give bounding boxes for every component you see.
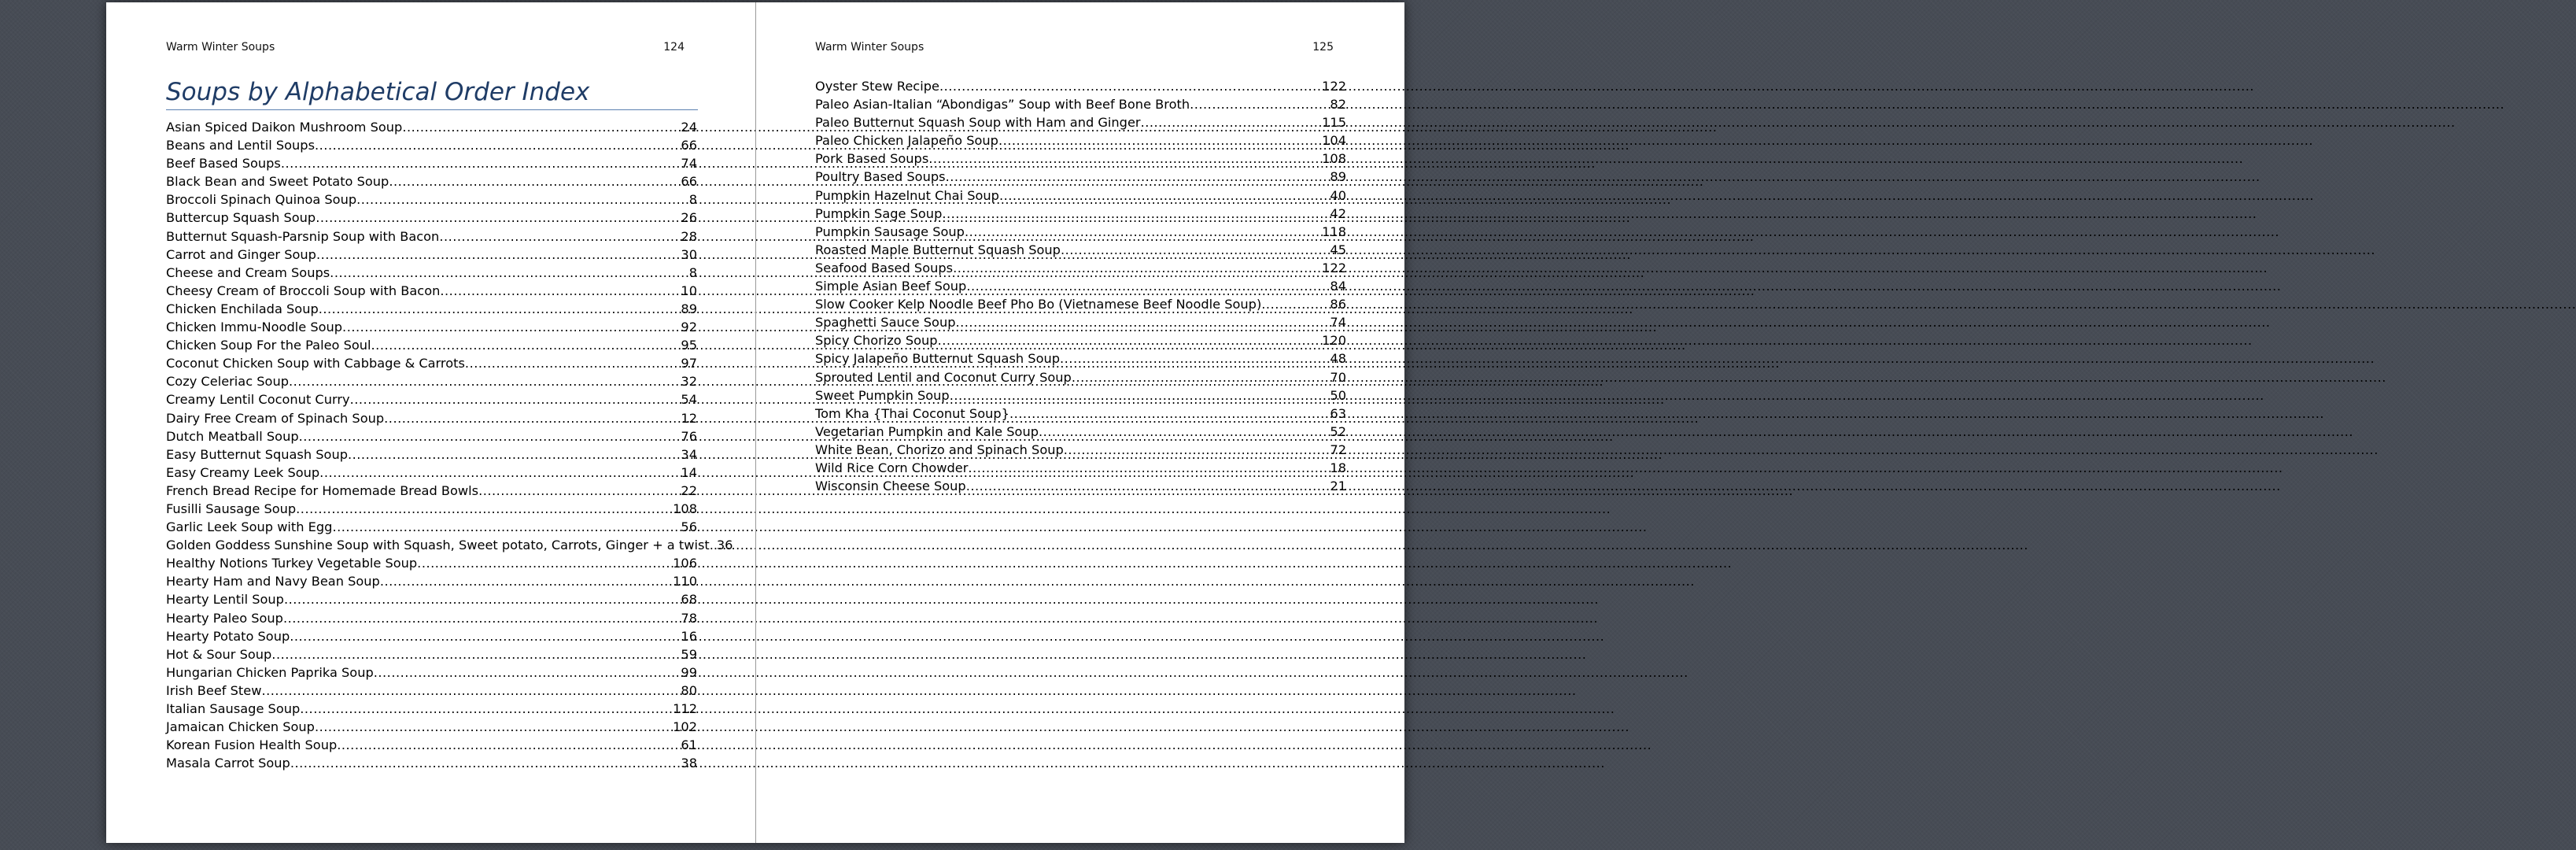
index-entry (166, 318, 697, 336)
entry-page-number: 108 (673, 501, 697, 516)
entry-page-number: 36 (716, 538, 733, 553)
index-entry (815, 131, 1346, 150)
dot-leader (928, 150, 1322, 168)
entry-name: Spicy Chorizo Soup (815, 333, 938, 349)
entry-page-number: 24 (681, 120, 697, 135)
dot-leader (1009, 405, 1330, 423)
entry-name: French Bread Recipe for Homemade Bread Bowls (166, 482, 479, 498)
entry-name: Hearty Lentil Soup (166, 592, 284, 608)
entry-page-number: 84 (1330, 279, 1346, 294)
dot-leader (296, 500, 673, 518)
dot-leader (942, 205, 1330, 223)
entry-page-number: 28 (681, 228, 697, 244)
dot-leader (953, 259, 1322, 277)
dot-leader (316, 209, 681, 227)
entry-page-number: 74 (681, 156, 697, 172)
entry-name: Fusilli Sausage Soup (166, 501, 297, 516)
index-entry (166, 154, 697, 172)
index-entry (815, 386, 1346, 405)
entry-name: Vegetarian Pumpkin and Kale Soup (815, 423, 1039, 439)
entry-page-number: 42 (1330, 205, 1346, 221)
dot-leader (1060, 349, 1330, 368)
index-entry (166, 246, 697, 264)
index-entry (166, 663, 697, 682)
dot-leader (1190, 95, 1330, 113)
entry-name: Chicken Soup For the Paleo Soul (166, 338, 371, 353)
index-entry (166, 590, 697, 608)
dot-leader (315, 136, 681, 154)
entry-page-number: 34 (681, 446, 697, 462)
index-entry (166, 627, 697, 645)
entry-name: Pumpkin Hazelnut Chai Soup (815, 187, 999, 203)
dot-leader (371, 336, 681, 354)
entry-page-number: 52 (1330, 423, 1346, 439)
entry-name: Carrot and Ginger Soup (166, 246, 316, 262)
entry-page-number: 40 (1330, 187, 1346, 203)
entry-name: White Bean, Chorizo and Spinach Soup (815, 442, 1064, 457)
index-entry (166, 209, 697, 227)
dot-leader (1061, 241, 1330, 259)
entry-page-number: 92 (681, 320, 697, 335)
entry-page-number: 16 (681, 628, 697, 644)
entry-name: Oyster Stew Recipe (815, 79, 939, 94)
entry-page-number: 97 (681, 356, 697, 371)
entry-name: Pork Based Soups (815, 151, 929, 167)
entry-name: Broccoli Spinach Quinoa Soup (166, 192, 357, 208)
entry-page-number: 108 (1322, 151, 1346, 167)
entry-name: Creamy Lentil Coconut Curry (166, 392, 350, 408)
entry-page-number: 22 (681, 482, 697, 498)
dot-leader (938, 331, 1323, 349)
entry-name: Pumpkin Sage Soup (815, 205, 943, 221)
dot-leader (966, 277, 1330, 295)
entry-page-number: 120 (1322, 333, 1346, 349)
entry-page-number: 72 (1330, 442, 1346, 457)
index-entry (815, 423, 1346, 441)
index-entry (166, 572, 697, 590)
dot-leader (290, 754, 681, 772)
index-entry (166, 118, 697, 136)
entry-name: Jamaican Chicken Soup (166, 719, 315, 735)
entry-name: Cheesy Cream of Broccoli Soup with Bacon (166, 283, 441, 298)
entry-page-number: 112 (673, 701, 697, 716)
dot-leader (261, 682, 681, 700)
dot-leader (946, 168, 1330, 186)
index-entry (815, 405, 1346, 423)
entry-page-number: 66 (681, 138, 697, 153)
dot-leader (1039, 423, 1330, 441)
dot-leader (348, 445, 681, 464)
index-entry (166, 409, 697, 427)
entry-name: Sweet Pumpkin Soup (815, 387, 950, 403)
index-entry (815, 368, 1346, 386)
index-entry (166, 718, 697, 736)
book-spread (106, 2, 1404, 843)
dot-leader (1141, 113, 1323, 131)
entry-name: Cozy Celeriac Soup (166, 374, 289, 390)
entry-name: Cheese and Cream Soups (166, 264, 330, 280)
entry-page-number: 38 (681, 756, 697, 771)
entry-page-number: 70 (1330, 369, 1346, 385)
index-entry (166, 427, 697, 445)
index-entry (166, 500, 697, 518)
right-page (756, 2, 1405, 843)
dot-leader (330, 264, 689, 282)
dot-leader (950, 386, 1330, 405)
entry-name: Garlic Leek Soup with Egg (166, 519, 333, 535)
dot-leader (402, 118, 681, 136)
dot-leader (319, 300, 681, 318)
entry-name: Paleo Chicken Jalapeño Soup (815, 133, 998, 149)
entry-page-number: 102 (673, 719, 697, 735)
entry-name: Sprouted Lentil and Coconut Curry Soup (815, 369, 1072, 385)
dot-leader (290, 627, 681, 645)
entry-page-number: 110 (673, 574, 697, 589)
entry-name: Buttercup Squash Soup (166, 210, 316, 226)
index-entry (166, 227, 697, 246)
dot-leader (300, 700, 673, 718)
index-entry (166, 372, 697, 390)
index-entry (166, 136, 697, 154)
entry-name: Coconut Chicken Soup with Cabbage & Carrots (166, 356, 465, 371)
running-header-title: Warm Winter Soups (166, 41, 275, 54)
entry-name: Wild Rice Corn Chowder (815, 460, 969, 475)
dot-leader (1261, 295, 1330, 313)
entry-page-number: 8 (688, 264, 697, 280)
index-entry (166, 354, 697, 372)
left-page-header (166, 41, 685, 54)
dot-leader (281, 154, 681, 172)
dot-leader (440, 282, 681, 300)
index-entry (166, 264, 697, 282)
entry-name: Beans and Lentil Soups (166, 138, 316, 153)
index-entry (815, 459, 1346, 477)
entry-name: Chicken Enchilada Soup (166, 301, 319, 316)
entry-name: Simple Asian Beef Soup (815, 279, 967, 294)
index-entry (815, 95, 1346, 113)
dot-leader (319, 464, 681, 482)
index-entry (815, 331, 1346, 349)
dot-leader (417, 554, 673, 572)
index-entry (815, 295, 1346, 313)
entry-page-number: 26 (681, 210, 697, 226)
index-entry (166, 736, 697, 754)
entry-page-number: 82 (1330, 97, 1346, 113)
entry-name: Golden Goddess Sunshine Soup with Squash, Sweet potato, Carrots, Ginger + a twist. (166, 538, 714, 553)
dot-leader (350, 390, 681, 408)
dot-leader (332, 518, 681, 536)
entry-page-number: 48 (1330, 351, 1346, 367)
entry-page-number: 12 (681, 410, 697, 426)
entry-page-number: 10 (681, 283, 697, 298)
entry-name: Pumpkin Sausage Soup (815, 224, 965, 239)
index-entry (815, 441, 1346, 459)
index-entry (166, 482, 697, 500)
entry-page-number: 89 (681, 301, 697, 316)
index-entry (166, 554, 697, 572)
entry-page-number: 86 (1330, 297, 1346, 312)
index-entry (166, 645, 697, 663)
entry-name: Korean Fusion Health Soup (166, 737, 338, 753)
left-index-list (166, 118, 733, 772)
entry-page-number: 30 (681, 246, 697, 262)
entry-name: Poultry Based Soups (815, 169, 946, 185)
entry-page-number: 45 (1330, 242, 1346, 257)
entry-page-number: 122 (1322, 260, 1346, 275)
entry-page-number: 14 (681, 464, 697, 480)
dot-leader (1064, 441, 1330, 459)
index-entry (166, 172, 697, 190)
entry-page-number: 106 (673, 556, 697, 571)
entry-name: Healthy Notions Turkey Vegetable Soup (166, 556, 418, 571)
entry-name: Slow Cooker Kelp Noodle Beef Pho Bo (Vietnamese Beef Noodle Soup) (815, 297, 1262, 312)
entry-name: Italian Sausage Soup (166, 701, 301, 716)
entry-name: Hot & Sour Soup (166, 646, 272, 662)
index-entry (815, 168, 1346, 186)
entry-page-number: 61 (681, 737, 697, 753)
entry-page-number: 80 (681, 682, 697, 698)
dot-leader (478, 482, 681, 500)
dot-leader (284, 590, 681, 608)
entry-page-number: 54 (681, 392, 697, 408)
entry-page-number: 59 (681, 646, 697, 662)
entry-page-number: 50 (1330, 387, 1346, 403)
dot-leader (384, 409, 681, 427)
dot-leader (389, 172, 681, 190)
entry-name: Hearty Potato Soup (166, 628, 290, 644)
index-entry (166, 682, 697, 700)
index-entry (166, 536, 733, 554)
entry-name: Wisconsin Cheese Soup (815, 479, 966, 494)
entry-page-number: 95 (681, 338, 697, 353)
index-entry (166, 464, 697, 482)
entry-page-number: 118 (1322, 224, 1346, 239)
dot-leader (289, 372, 681, 390)
entry-name: Butternut Squash-Parsnip Soup with Bacon (166, 228, 440, 244)
dot-leader (955, 313, 1330, 331)
dot-leader (939, 77, 1322, 95)
dot-leader (315, 718, 673, 736)
index-entry (166, 336, 697, 354)
entry-name: Hungarian Chicken Paprika Soup (166, 664, 374, 680)
entry-name: Dutch Meatball Soup (166, 428, 299, 444)
right-page-header (815, 41, 1334, 54)
page-number: 124 (663, 41, 685, 54)
dot-leader (998, 131, 1322, 150)
entry-page-number: 63 (1330, 405, 1346, 421)
entry-name: Dairy Free Cream of Spinach Soup (166, 410, 385, 426)
entry-name: Roasted Maple Butternut Squash Soup (815, 242, 1061, 257)
index-entry (166, 754, 697, 772)
index-entry (815, 241, 1346, 259)
dot-leader (299, 427, 681, 445)
entry-name: Masala Carrot Soup (166, 756, 290, 771)
index-entry (815, 187, 1346, 205)
index-entry (166, 445, 697, 464)
index-title: Soups by Alphabetical Order Index (166, 76, 698, 110)
dot-leader (999, 187, 1330, 205)
dot-leader (439, 227, 681, 246)
entry-page-number: 122 (1322, 79, 1346, 94)
index-entry (815, 349, 1346, 368)
dot-leader (965, 223, 1322, 241)
dot-leader (337, 736, 681, 754)
dot-leader (968, 459, 1330, 477)
index-entry (815, 313, 1346, 331)
dot-leader (342, 318, 681, 336)
index-entry (815, 277, 1346, 295)
entry-name: Paleo Butternut Squash Soup with Ham and Ginger (815, 115, 1141, 131)
entry-name: Irish Beef Stew (166, 682, 262, 698)
entry-name: Hearty Paleo Soup (166, 610, 283, 626)
index-entry (815, 150, 1346, 168)
index-entry (166, 282, 697, 300)
left-page (106, 2, 755, 843)
right-index-list (815, 77, 1346, 495)
entry-name: Asian Spiced Daikon Mushroom Soup (166, 120, 403, 135)
entry-name: Easy Creamy Leek Soup (166, 464, 320, 480)
index-entry (166, 190, 697, 209)
entry-name: Easy Butternut Squash Soup (166, 446, 348, 462)
entry-name: Paleo Asian-Italian “Abondigas” Soup with Beef Bone Broth (815, 97, 1190, 113)
index-entry (166, 700, 697, 718)
entry-name: Spaghetti Sauce Soup (815, 315, 956, 331)
index-entry (815, 205, 1346, 223)
index-entry (166, 390, 697, 408)
index-entry (815, 223, 1346, 241)
entry-page-number: 32 (681, 374, 697, 390)
entry-name: Seafood Based Soups (815, 260, 954, 275)
entry-page-number: 89 (1330, 169, 1346, 185)
entry-page-number: 66 (681, 174, 697, 190)
index-entry (815, 113, 1346, 131)
entry-page-number: 99 (681, 664, 697, 680)
entry-name: Hearty Ham and Navy Bean Soup (166, 574, 380, 589)
entry-page-number: 68 (681, 592, 697, 608)
running-header-title: Warm Winter Soups (815, 41, 924, 54)
entry-name: Chicken Immu-Noodle Soup (166, 320, 343, 335)
index-entry (815, 77, 1346, 95)
index-entry (166, 609, 697, 627)
entry-page-number: 56 (681, 519, 697, 535)
entry-page-number: 18 (1330, 460, 1346, 475)
entry-page-number: 78 (681, 610, 697, 626)
dot-leader (380, 572, 673, 590)
dot-leader (465, 354, 681, 372)
entry-page-number: 104 (1322, 133, 1346, 149)
entry-page-number: 8 (688, 192, 697, 208)
dot-leader (283, 609, 681, 627)
entry-page-number: 115 (1322, 115, 1346, 131)
dot-leader (966, 477, 1330, 495)
index-entry (166, 518, 697, 536)
dot-leader (271, 645, 681, 663)
entry-name: Black Bean and Sweet Potato Soup (166, 174, 389, 190)
dot-leader (1072, 368, 1330, 386)
page-number: 125 (1312, 41, 1334, 54)
entry-page-number: 74 (1330, 315, 1346, 331)
index-entry (815, 477, 1346, 495)
entry-page-number: 76 (681, 428, 697, 444)
entry-page-number: 21 (1330, 479, 1346, 494)
index-entry (815, 259, 1346, 277)
dot-leader (356, 190, 689, 209)
index-entry (166, 300, 697, 318)
entry-name: Tom Kha {Thai Coconut Soup} (815, 405, 1009, 421)
entry-name: Spicy Jalapeño Butternut Squash Soup (815, 351, 1061, 367)
dot-leader (316, 246, 681, 264)
entry-name: Beef Based Soups (166, 156, 281, 172)
dot-leader (374, 663, 681, 682)
